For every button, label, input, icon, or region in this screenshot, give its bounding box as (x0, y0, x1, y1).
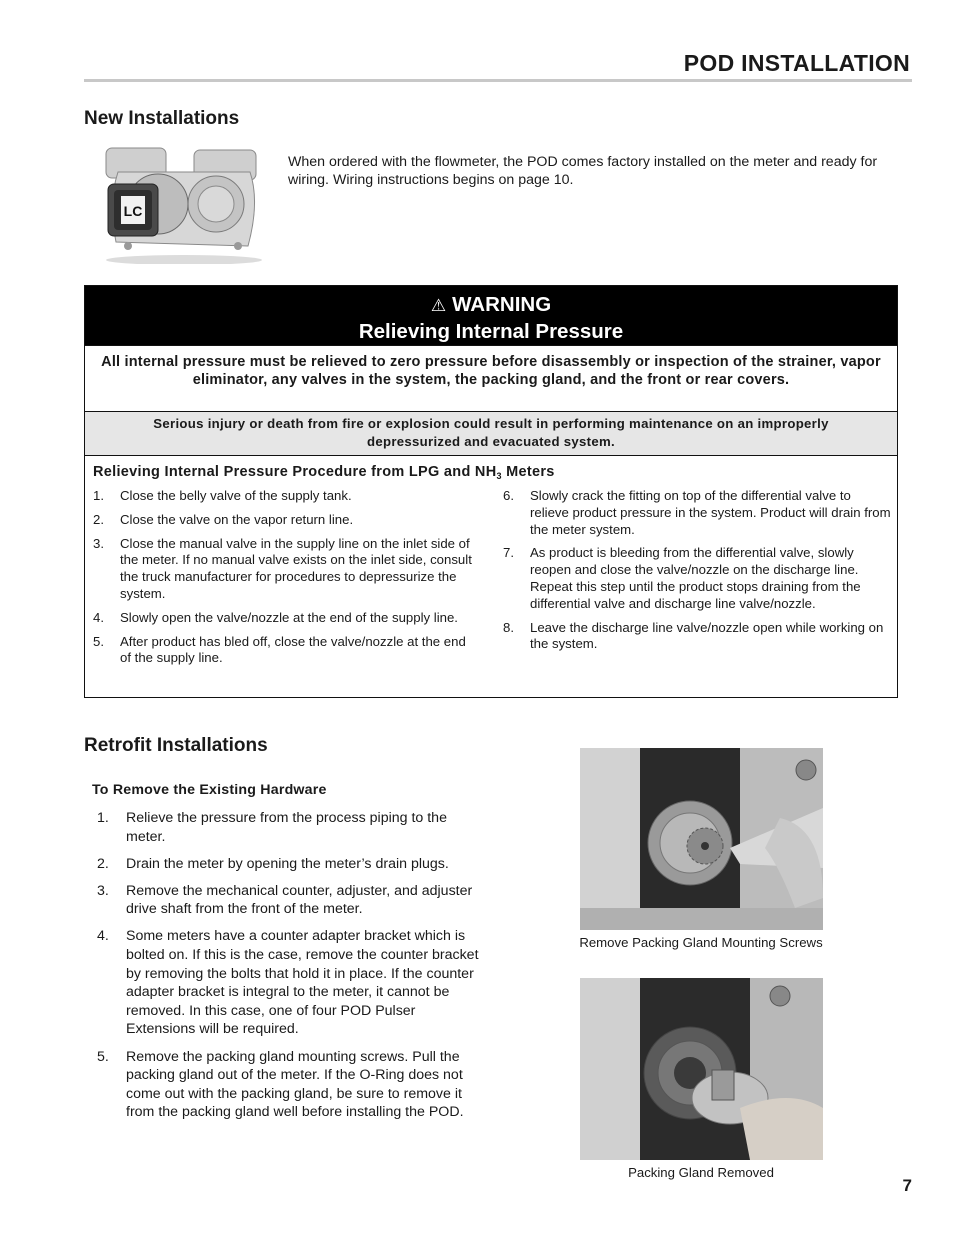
remove-hardware-subheading: To Remove the Existing Hardware (92, 782, 327, 798)
list-item: 6. Slowly crack the fitting on top of the differential valve to relieve product pressure in the system. Product will drain from the meter system. (503, 488, 891, 537)
page-number: 7 (902, 1176, 912, 1195)
warning-injury-statement: Serious injury or death from fire or explosion could result in performing maintenance on an improperly depressurized and evacuated system. (85, 412, 897, 456)
list-item: 3. Close the manual valve in the supply line on the inlet side of the meter. If no manual valve exists on the inlet side, consult the truck manufacturer for procedures to depressurize the system. (93, 535, 472, 601)
list-item: 1. Relieve the pressure from the process piping to the meter. (97, 810, 447, 845)
flowmeter-with-pod-photo (98, 142, 264, 264)
list-item: 2. Drain the meter by opening the meter’s drain plugs. (97, 855, 449, 872)
list-item: 4. Some meters have a counter adapter bracket which is bolted on. If this is the case, remove the counter bracket by removing the bolts that hold it in place. If the counter adapter bracket is integral to the meter, it cannot be removed. In this case, one of four POD Pulser Extensions will be required. (97, 928, 479, 1038)
warning-subtitle: Relieving Internal Pressure (358, 320, 624, 343)
warning-header (85, 286, 897, 345)
warning-pressure-statement: All internal pressure must be relieved to zero pressure before disassembly or inspection of the strainer, vapor eliminator, any valves in the system, the packing gland, and the front or rear covers. (85, 345, 897, 412)
list-item: 2. Close the valve on the vapor return line. (93, 511, 354, 527)
list-item: 4. Slowly open the valve/nozzle at the end of the supply line. (93, 609, 458, 625)
list-item: 1. Close the belly valve of the supply tank. (93, 488, 352, 503)
procedure-steps-right (503, 488, 893, 660)
retrofit-steps (97, 809, 482, 1130)
packing-gland-screws-photo (580, 748, 823, 930)
new-installations-heading: New Installations (84, 108, 240, 129)
procedure-steps-left (93, 488, 473, 674)
new-installations-text: When ordered with the flowmeter, the POD comes factory installed on the meter and ready for wiring. Wiring instructions begins on page 10. (288, 154, 878, 188)
list-item: 5. After product has bled off, close the valve/nozzle at the end of the supply line. (93, 633, 466, 666)
list-item: 3. Remove the mechanical counter, adjuster, and adjuster drive shaft from the front of the meter. (97, 882, 473, 918)
retrofit-installations-heading: Retrofit Installations (84, 735, 268, 756)
warning-box (84, 285, 898, 698)
photo2-caption: Packing Gland Removed (628, 1165, 774, 1180)
photo1-caption: Remove Packing Gland Mounting Screws (579, 935, 823, 950)
warning-triangle-icon: ⚠ (430, 296, 447, 316)
packing-gland-removed-photo (580, 978, 823, 1160)
page-title: POD INSTALLATION (683, 50, 910, 76)
warning-title: WARNING (452, 293, 552, 316)
lc-logo: LC (123, 203, 143, 219)
procedure-title: Relieving Internal Pressure Procedure from LPG and $NH_3$ Meters (93, 464, 555, 481)
header-divider (84, 79, 912, 82)
list-item: 5. Remove the packing gland mounting screws. Pull the packing gland out of the meter. If the O-Ring does not come out with the packing gland, be sure to remove it from the packing gland well before installing the POD. (97, 1048, 464, 1121)
list-item: 7. As product is bleeding from the differential valve, slowly reopen and close the valve/nozzle on the discharge line. Repeat this step until the product stops draining from the differential valve and discharge line valve/nozzle. (503, 545, 861, 611)
list-item: 8. Leave the discharge line valve/nozzle open while working on the system. (503, 619, 884, 652)
